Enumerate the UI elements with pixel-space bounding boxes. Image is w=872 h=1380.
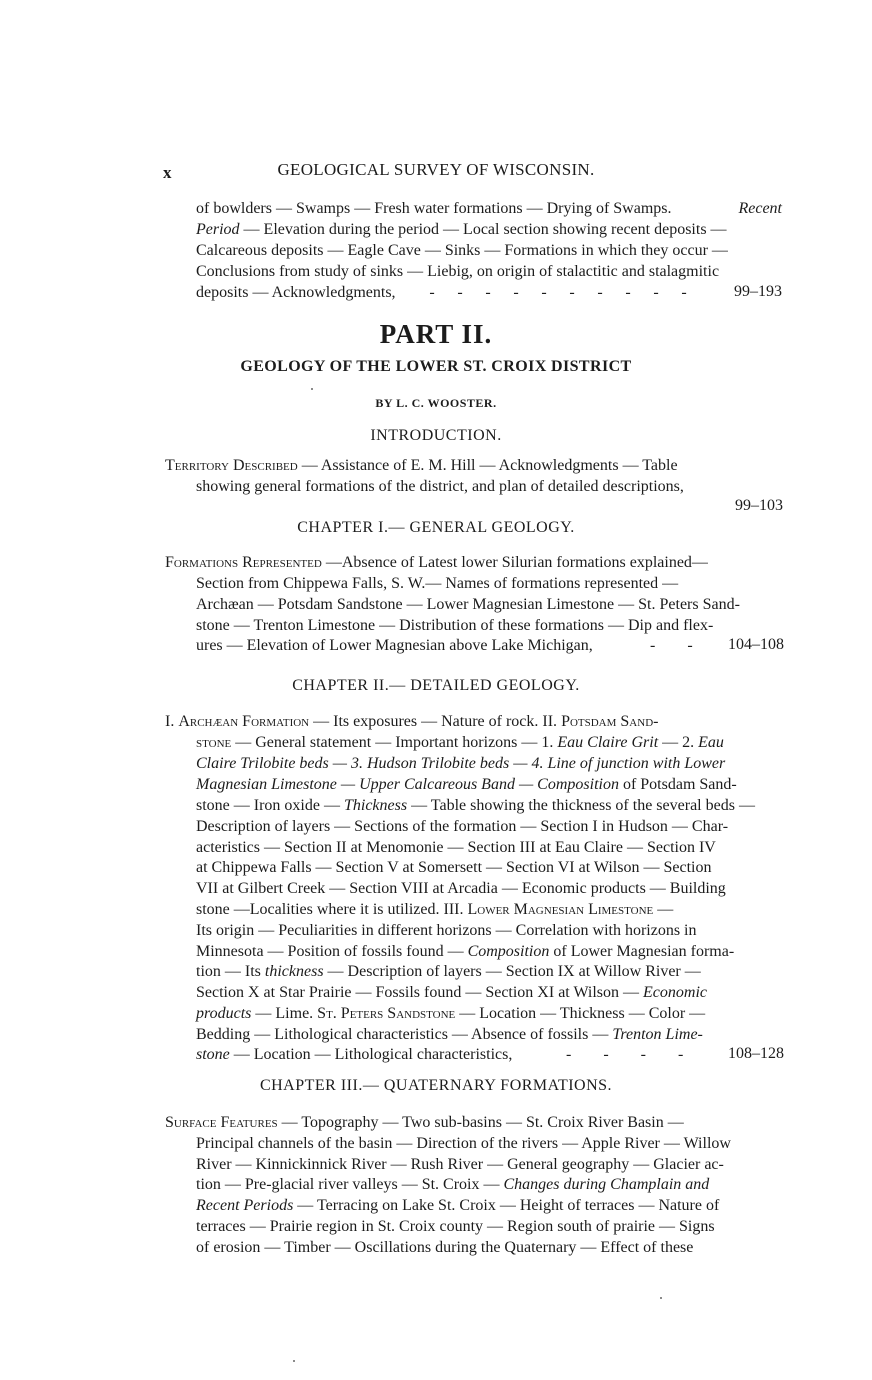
text-line: ures — Elevation of Lower Magnesian above Lake Michigan, <box>196 637 593 654</box>
text-line: tion — Pre-glacial river valleys — St. Croix — Changes during Champlain and <box>196 1176 710 1193</box>
text-line: stone — Location — Lithological characteristics, <box>196 1046 513 1063</box>
page-number: x <box>163 163 172 182</box>
text-line: Calcareous deposits — Eagle Cave — Sinks — Formations in which they occur — <box>196 242 728 259</box>
text-line: Minnesota — Position of fossils found — Composition of Lower Magnesian forma- <box>196 943 735 960</box>
chapter-2-heading: CHAPTER II.— DETAILED GEOLOGY. <box>292 677 580 694</box>
text-line: stone — Iron oxide — Thickness — Table showing the thickness of the several beds — <box>196 797 755 814</box>
leader-dots: - - <box>650 637 693 654</box>
part-subtitle: GEOLOGY OF THE LOWER ST. CROIX DISTRICT <box>240 358 632 375</box>
text-line: tion — Its thickness — Description of layers — Section IX at Willow River — <box>196 963 701 980</box>
page-range: 99–103 <box>735 497 783 514</box>
text-line: Formations Represented —Absence of Latest lower Silurian formations explained— <box>165 554 708 571</box>
text-line: Magnesian Limestone — Upper Calcareous Band — Composition of Potsdam Sand- <box>196 776 737 793</box>
introduction-heading: INTRODUCTION. <box>370 427 502 444</box>
page-range: 104–108 <box>728 636 784 653</box>
text-line: products — Lime. St. Peters Sandstone — Location — Thickness — Color — <box>196 1005 706 1022</box>
text-line: Territory Described — Assistance of E. M. Hill — Acknowledgments — Table <box>165 457 678 474</box>
text-line: Conclusions from study of sinks — Liebig, on origin of stalactitic and stalagmitic <box>196 263 720 280</box>
text-line: Bedding — Lithological characteristics — Absence of fossils — Trenton Lime- <box>196 1026 703 1043</box>
text-line: VII at Gilbert Creek — Section VIII at Arcadia — Economic products — Building <box>196 880 726 897</box>
text-line: stone —Localities where it is utilized. III. Lower Magnesian Limestone — <box>196 901 674 918</box>
part-author: BY L. C. WOOSTER. <box>375 396 497 410</box>
text-line: I. Archæan Formation — Its exposures — Nature of rock. II. Potsdam Sand- <box>165 713 659 730</box>
text-line: Description of layers — Sections of the formation — Section I in Hudson — Char- <box>196 818 729 835</box>
page-range: 99–193 <box>734 283 782 300</box>
text-line: Section from Chippewa Falls, S. W.— Names of formations represented — <box>196 575 679 592</box>
running-title: GEOLOGICAL SURVEY OF WISCONSIN. <box>277 160 595 179</box>
text-line: at Chippewa Falls — Section V at Somersett — Section VI at Wilson — Section <box>196 859 712 876</box>
text-line: Archæan — Potsdam Sandstone — Lower Magnesian Limestone — St. Peters Sand- <box>196 596 740 613</box>
text-line: terraces — Prairie region in St. Croix county — Region south of prairie — Signs <box>196 1218 715 1235</box>
text-line: River — Kinnickinnick River — Rush River — General geography — Glacier ac- <box>196 1156 724 1173</box>
text-line: of erosion — Timber — Oscillations during the Quaternary — Effect of these <box>196 1239 694 1256</box>
text-line: acteristics — Section II at Menomonie — Section III at Eau Claire — Section IV <box>196 839 716 856</box>
text-line: stone — Trenton Limestone — Distribution of these formations — Dip and flex- <box>196 617 714 634</box>
text-line: showing general formations of the district, and plan of detailed descriptions, <box>196 478 684 495</box>
text-line: Claire Trilobite beds — 3. Hudson Trilobite beds — 4. Line of junction with Lower <box>196 755 726 772</box>
text-line: of bowlders — Swamps — Fresh water formations — Drying of Swamps. Recent <box>196 200 782 217</box>
part-title: PART II. <box>379 319 493 349</box>
scan-speck <box>660 1297 662 1299</box>
text-line: Surface Features — Topography — Two sub-basins — St. Croix River Basin — <box>165 1114 684 1131</box>
scan-speck <box>293 1360 295 1362</box>
text-line: Its origin — Peculiarities in different horizons — Correlation with horizons in <box>196 922 697 939</box>
leader-dots: - - - - - - - - - - <box>429 284 687 301</box>
page-range: 108–128 <box>728 1045 784 1062</box>
chapter-3-heading: CHAPTER III.— QUATERNARY FORMATIONS. <box>259 1077 613 1094</box>
scan-speck <box>311 388 313 390</box>
text-line: deposits — Acknowledgments, <box>196 284 396 301</box>
text-line: stone — General statement — Important horizons — 1. Eau Claire Grit — 2. Eau <box>196 734 724 751</box>
text-line: Principal channels of the basin — Direction of the rivers — Apple River — Willow <box>196 1135 731 1152</box>
text-line: Section X at Star Prairie — Fossils found — Section XI at Wilson — Economic <box>196 984 708 1001</box>
chapter-1-heading: CHAPTER I.— GENERAL GEOLOGY. <box>297 519 575 536</box>
leader-dots: - - - - <box>566 1046 684 1063</box>
text-line: Period — Elevation during the period — Local section showing recent deposits — <box>196 221 727 238</box>
text-line: Recent Periods — Terracing on Lake St. Croix — Height of terraces — Nature of <box>196 1197 720 1214</box>
